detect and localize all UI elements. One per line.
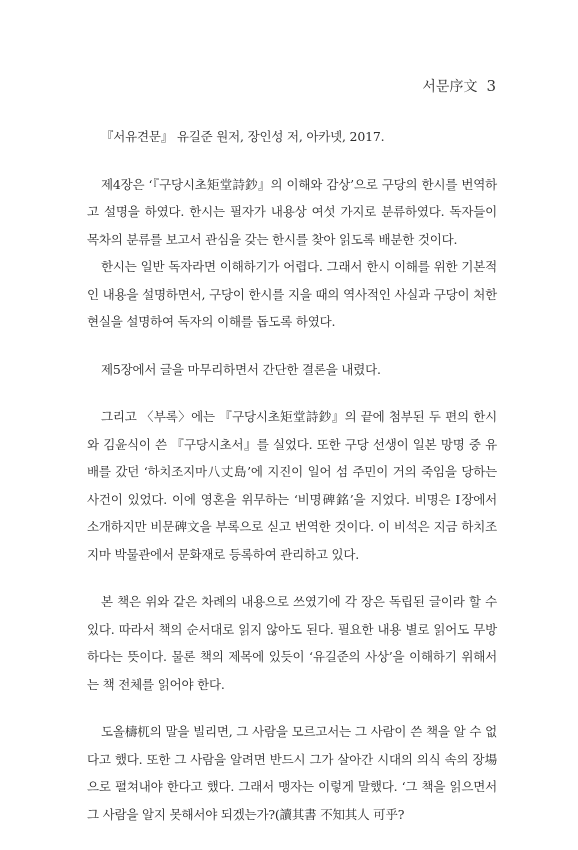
paragraph-gap [87, 336, 497, 356]
paragraph-citation: 『서유견문』 유길준 원저, 장인성 저, 아카넷, 2017. [101, 129, 385, 144]
paragraph-book-structure: 본 책은 위와 같은 차례의 내용으로 쓰였기에 각 장은 독립된 글이라 할 수 있다. 따라서 책의 순서대로 읽지 않아도 된다. 필요한 내용 별로 읽어도 무방하다는 뜻이다. 물론 책의 제목에 있듯이 ‘유길준의 사상’을 이해하기 위해서는 책 전체를 읽어야 한다. [87, 594, 497, 692]
chapter-title: 서문序文 [422, 79, 478, 95]
paragraph-appendix: 그리고 〈부록〉에는 『구당시초矩堂詩鈔』의 끝에 첨부된 두 편의 한시와 김윤식이 쓴 『구당시초서』를 실었다. 또한 구당 선생이 일본 망명 중 유배를 갔던 ‘하치조지마八丈島’에 지진이 일어 섬 주민이 거의 죽임을 당하는 사건이 있었다. 이에 영혼을 위무하는 ‘비명碑銘’을 지었다. 비명은 Ⅰ장에서 소개하지만 비문碑文을 부록으로 싣고 번역한 것이다. 이 비석은 지금 하치조지마 박물관에서 문화재로 등록하여 관리하고 있다. [87, 409, 497, 562]
paragraph-gap [87, 698, 497, 718]
paragraph-doeol-quote: 도올檮杌의 말을 빌리면, 그 사람을 모르고서는 그 사람이 쓴 책을 알 수 없다고 했다. 또한 그 사람을 알려면 반드시 그가 살아간 시대의 의식 속의 장場으로 펼쳐내야 한다고 했다. 그래서 맹자는 이렇게 말했다. ‘그 책을 읽으면서 그 사람을 알지 못해서야 되겠는가?(讀其書 不知其人 可乎? [87, 724, 497, 822]
paragraph-chapter5: 제5장에서 글을 마무리하면서 간단한 결론을 내렸다. [101, 361, 381, 377]
paragraph-gap [87, 151, 497, 171]
body-text [87, 123, 497, 828]
paragraph-gap [87, 383, 497, 403]
running-header [422, 76, 496, 96]
page-number: 3 [486, 77, 496, 95]
paragraph-gap [87, 568, 497, 588]
paragraph-hansi: 한시는 일반 독자라면 이해하기가 어렵다. 그래서 한시 이해를 위한 기본적인 내용을 설명하면서, 구당이 한시를 지을 때의 역사적인 사실과 구당이 처한 현실을 설명하여 독자의 이해를 돕도록 하였다. [87, 259, 497, 329]
paragraph-chapter4: 제4장은 ‘『구당시초矩堂詩鈔』의 이해와 감상’으로 구당의 한시를 번역하고 설명을 하였다. 한시는 필자가 내용상 여섯 가지로 분류하였다. 독자들이 목차의 분류를 보고서 관심을 갖는 한시를 찾아 읽도록 배분한 것이다. [87, 176, 497, 247]
